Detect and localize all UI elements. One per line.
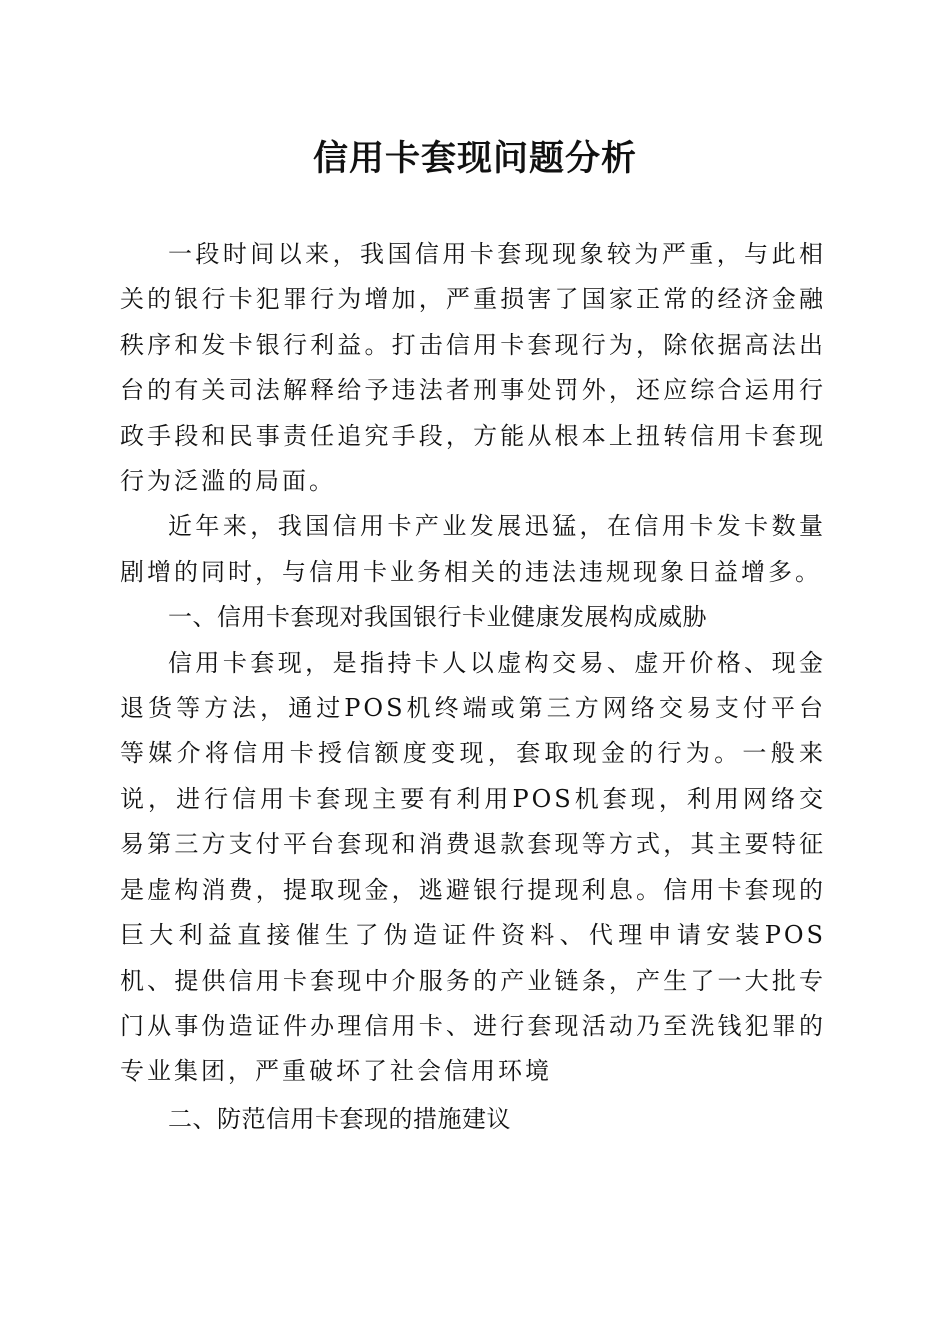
section-heading-1: 一、信用卡套现对我国银行卡业健康发展构成威胁 — [168, 603, 707, 632]
section-heading-2: 二、防范信用卡套现的措施建议 — [168, 1104, 511, 1133]
document-body — [120, 232, 826, 1142]
background-paragraph: 近年来，我国信用卡产业发展迅猛，在信用卡发卡数量剧增的同时，与信用卡业务相关的违法违规现象日益增多。 — [120, 512, 826, 586]
intro-paragraph: 一段时间以来，我国信用卡套现现象较为严重，与此相关的银行卡犯罪行为增加，严重损害了国家正常的经济金融秩序和发卡银行利益。打击信用卡套现行为，除依据高法出台的有关司法解释给予违法者刑事处罚外，还应综合运用行政手段和民事责任追究手段，方能从根本上扭转信用卡套现行为泛滥的局面。 — [120, 240, 826, 496]
document-title: 信用卡套现问题分析 — [312, 138, 637, 179]
section-1-paragraph: 信用卡套现，是指持卡人以虚构交易、虚开价格、现金退货等方法，通过POS机终端或第三方网络交易支付平台等媒介将信用卡授信额度变现，套取现金的行为。一般来说，进行信用卡套现主要有利用POS机套现，利用网络交易第三方支付平台套现和消费退款套现等方式，其主要特征是虚构消费，提取现金，逃避银行提现利息。信用卡套现的巨大利益直接催生了伪造证件资料、代理申请安装POS机、提供信用卡套现中介服务的产业链条，产生了一大批专门从事伪造证件办理信用卡、进行套现活动乃至洗钱犯罪的专业集团，严重破坏了社会信用环境 — [120, 648, 826, 1086]
